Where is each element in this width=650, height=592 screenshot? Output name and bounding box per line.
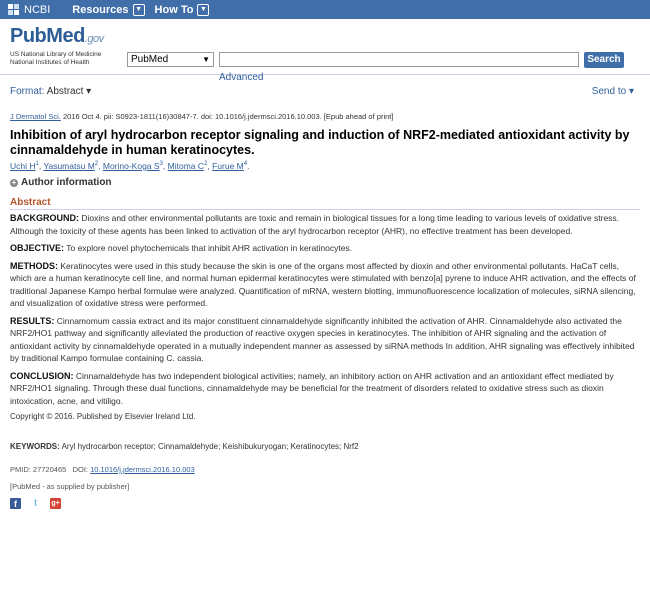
author-list: Uchi $H^1$, Yasumatsu $M^2$, Morino-Koga $S^3$, Mitoma $C^2$, Furue $M^4$. [10,161,250,171]
chevron-down-icon: ▼ [197,4,209,16]
dropdown-arrow-icon: ▼ [202,55,210,64]
caret-down-icon: ▾ [628,86,634,97]
status-note: [PubMed - as supplied by publisher] [10,482,130,491]
author-information-toggle[interactable] [10,177,640,188]
pubmed-header [0,19,650,83]
abstract-conclusion [10,370,640,408]
ncbi-brand: NCBI [24,3,51,16]
author-information-label: Author information [21,177,112,188]
section-label: METHODS: [10,260,58,271]
abstract-results [10,315,640,365]
citation-details: 2016 Oct 4. pii: S0923-1811(16)30847-7. doi: 10.1016/j.jdermsci.2016.10.003. [Epub ahead of print] [60,112,394,121]
section-text: Dioxins and other environmental pollutants are toxic and remain in biological tissues for a long time leading to various levels of oxidative stress. Although the toxicity of these agents has been linked to activation of the aryl hydrocarbon receptor (AHR), no effective treatment has been developed. [10,213,620,236]
social-share [10,498,640,509]
abstract-background [10,212,640,237]
ncbi-logo-icon [8,4,20,15]
keywords-label: KEYWORDS: [10,442,60,451]
send-to-menu[interactable] [592,86,634,97]
resources-menu[interactable] [72,4,144,16]
author-link[interactable]: Furue M [212,161,244,171]
ncbi-home-link[interactable] [8,4,50,16]
twitter-icon[interactable]: t [30,498,41,509]
keywords [10,442,640,451]
search-input[interactable] [219,52,579,67]
display-controls [0,75,650,101]
nih-line: National Institutes of Health [10,59,90,66]
database-select-value: PubMed [131,54,169,65]
resources-label: Resources [72,3,129,16]
section-label: BACKGROUND: [10,213,79,223]
pmid: PMID: 27720465 [10,465,67,474]
nlm-line: US National Library of Medicine [10,51,102,58]
author-link[interactable]: Uchi H [10,161,36,171]
pubmed-wordmark: PubMed.gov [10,25,104,47]
divider [10,209,640,210]
section-text: Cinnamomum cassia extract and its major constituent cinnamaldehyde significantly inhibited the activation of AHR. Cinnamaldehyde also activated the NRF2/HO1 pathway and significantly alleviated the production of reactive oxygen species in keratinocytes. The inhibition of AHR signaling and the activation of antioxidant activity by cinnamaldehyde operated in a mutually independent manner as assessed by siRNA methods In addition, AHR signaling was effectively inhibited by traditional Kampo formulae containing C. cassia. [10,315,635,363]
search-button[interactable]: Search [584,52,624,68]
article-content [10,112,640,509]
advanced-search-link[interactable]: Advanced [219,72,264,83]
citation [10,112,640,121]
ncbi-topbar [0,0,650,19]
howto-menu[interactable] [155,4,210,16]
google-plus-icon[interactable]: g+ [51,500,60,507]
format-label: Format: [10,86,45,97]
expand-plus-icon: + [11,177,17,187]
author-link[interactable]: Morino-Koga S [102,161,160,171]
doi-link[interactable]: 10.1016/j.jdermsci.2016.10.003 [90,465,195,474]
database-select[interactable] [127,52,214,67]
section-text: Cinnamaldehyde has two independent biological activities; namely, an inhibitory action on AHR activation and an antioxidant effect mediated by NRF2/HO1 signaling. Through these dual functions, cinnamaldehyde may be beneficial for the treatment of disorders related to oxidative stress such as dioxin intoxication, acne, and vitiligo. [10,370,614,406]
section-label: CONCLUSION: [10,370,74,381]
facebook-icon[interactable]: f [10,498,21,509]
section-text: To explore novel phytochemicals that inhibit AHR activation in keratinocytes. [66,243,353,253]
section-label: RESULTS: [10,315,55,326]
author-link[interactable]: Yasumatsu M [43,161,95,171]
send-to-label: Send to [591,86,627,97]
chevron-down-icon: ▼ [133,4,145,16]
identifiers [10,465,640,474]
format-value: Abstract [46,86,84,97]
section-text: Keratinocytes were used in this study because the skin is one of the organs most affected by dioxin and other environmental pollutants. HaCaT cells, which are a human keratinocyte cell line, and normal human epidermal keratinocytes were stimulated with benzo[a] pyrene to induce AHR activation, and the effects of traditional Japanese Kampo herbal formulae were analyzed. Quantification of mRNA, western blotting, immunofluorescence localization of molecules, siRNA silencing, and visualization of oxidative stress were performed. [10,260,636,308]
pubmed-logo[interactable] [10,26,104,67]
howto-label: How To [154,3,194,16]
caret-down-icon: ▾ [86,86,92,97]
copyright: Copyright © 2016. Published by Elsevier Ireland Ltd. [10,412,196,421]
keywords-list: Aryl hydrocarbon receptor; Cinnamaldehyde; Keishibukuryogan; Keratinocytes; Nrf2 [61,442,359,451]
doi-label: DOI: [72,465,88,474]
journal-link[interactable]: J Dermatol Sci. [10,112,61,121]
section-label: OBJECTIVE: [10,243,65,253]
author-link[interactable]: Mitoma C [167,161,205,171]
article-title: Inhibition of aryl hydrocarbon receptor signaling and induction of NRF2-mediated antioxidant activity by cinnamaldehyde in human keratinocytes. [10,128,630,157]
abstract-heading: Abstract [10,197,51,208]
format-control[interactable] [10,86,91,97]
abstract-objective [10,242,640,255]
abstract-methods [10,260,640,310]
